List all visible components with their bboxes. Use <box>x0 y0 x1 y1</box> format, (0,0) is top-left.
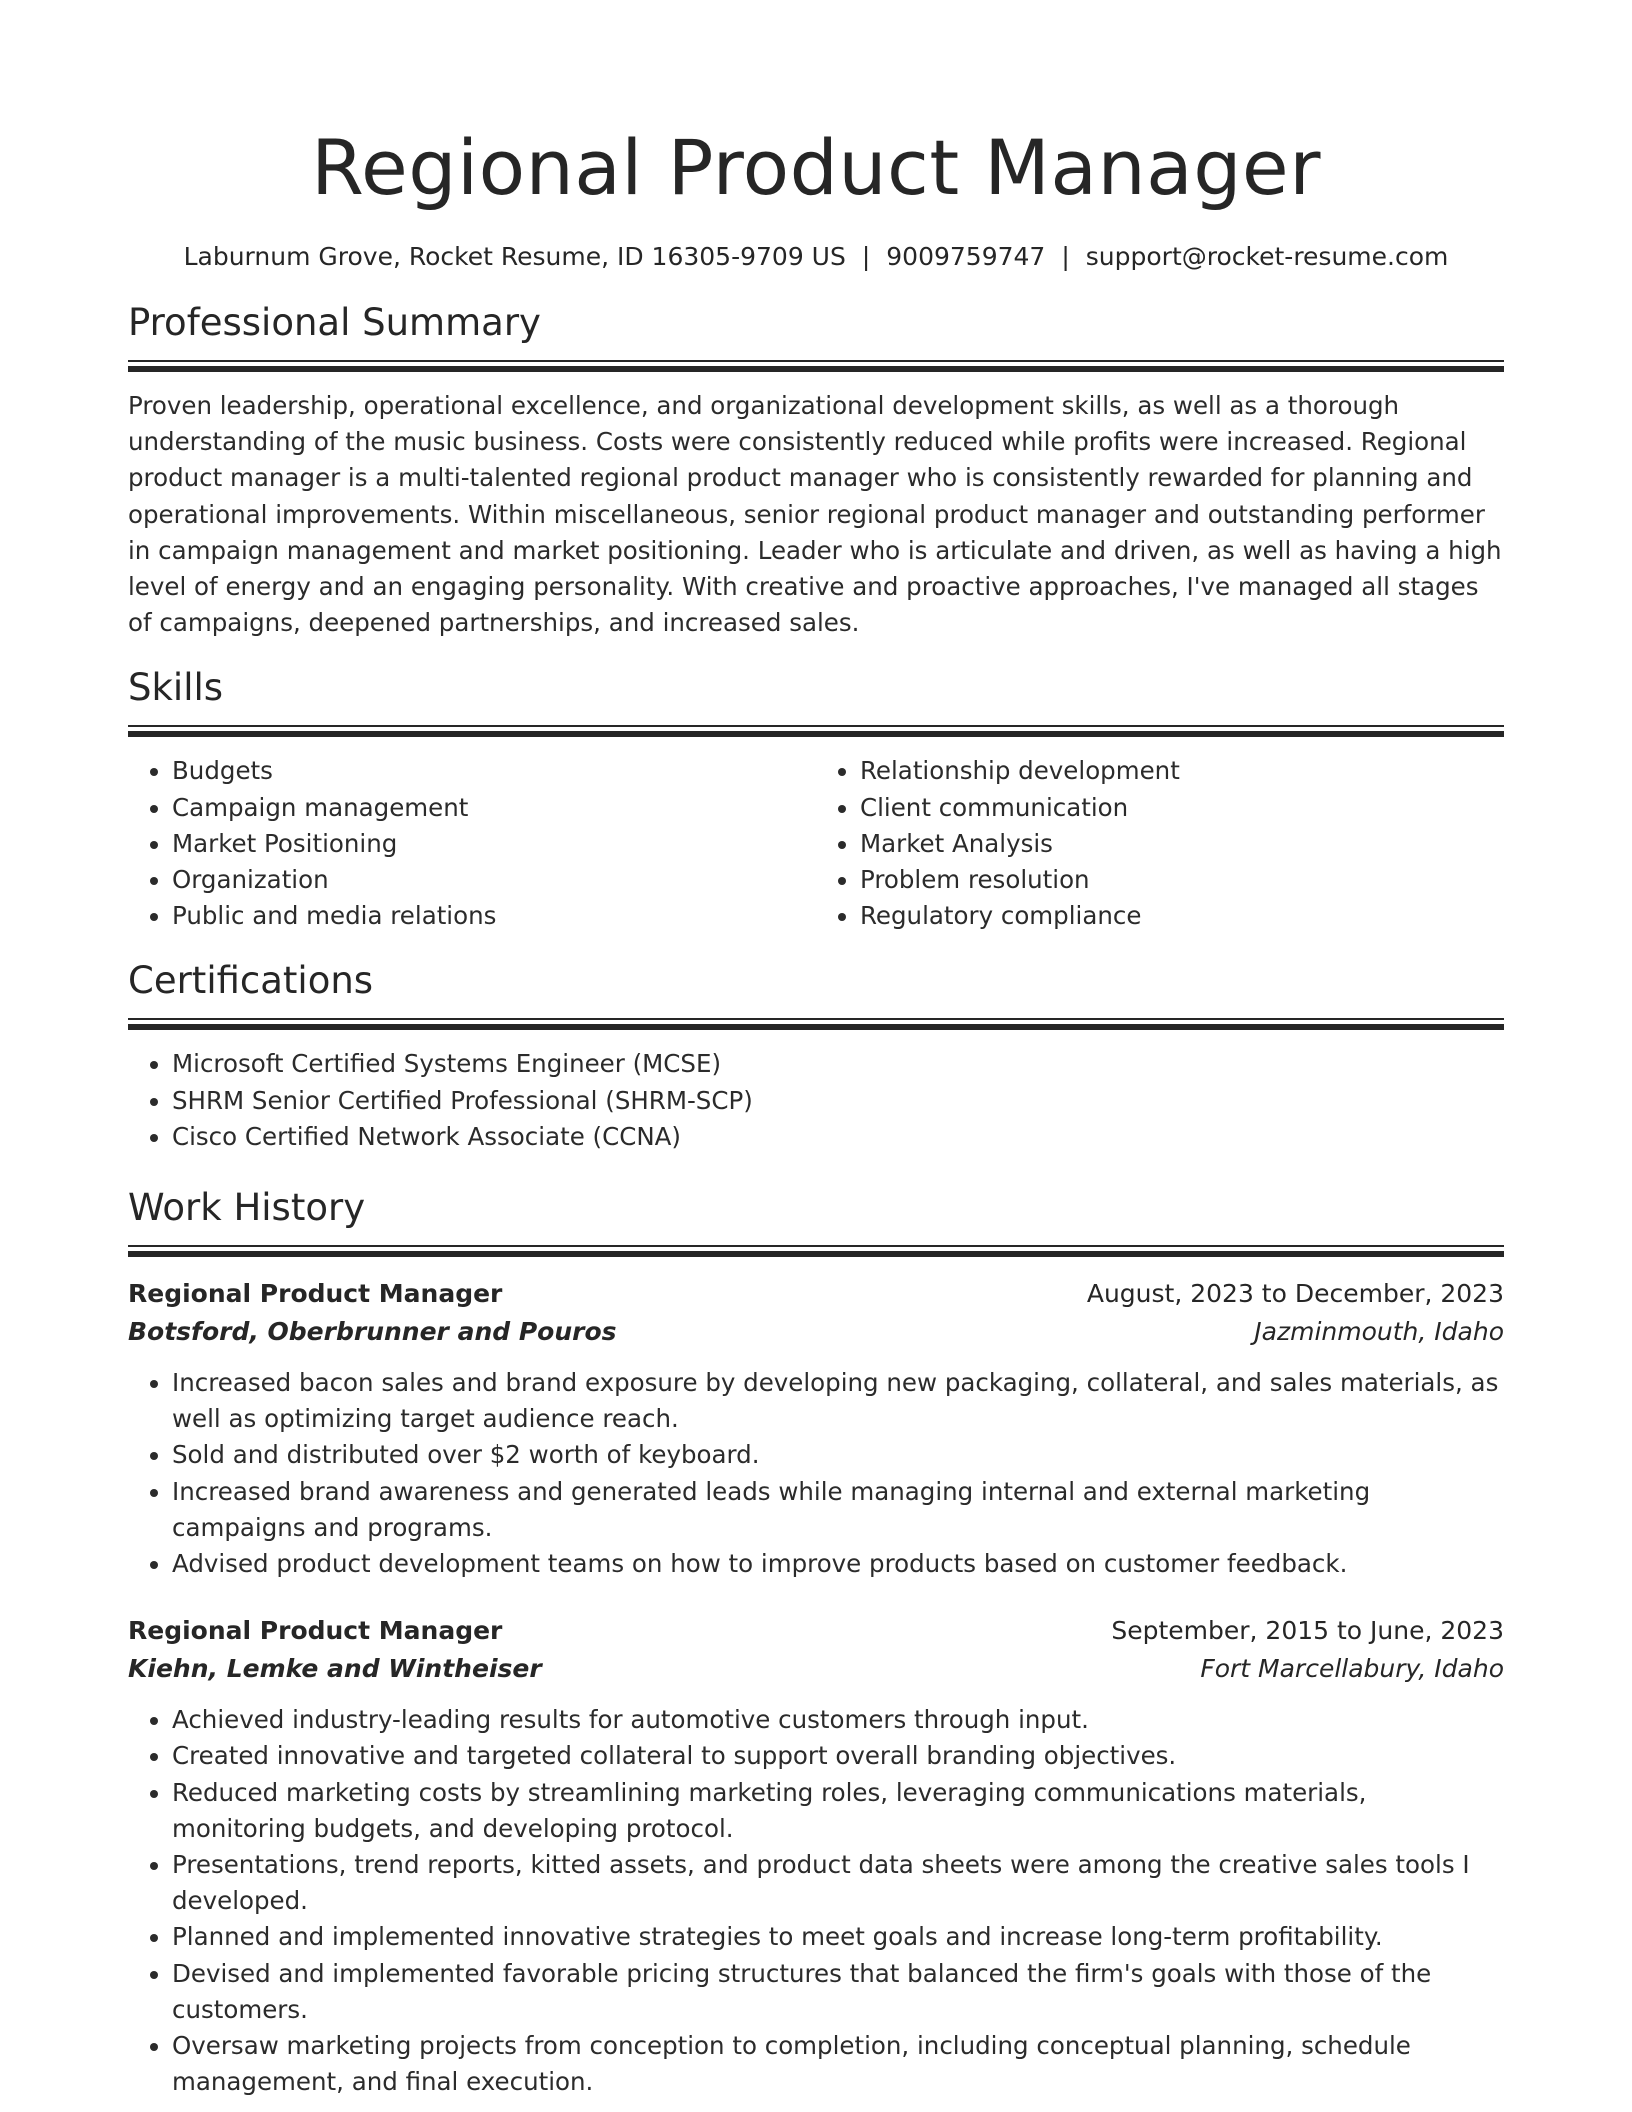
skills-list-right <box>816 753 1504 934</box>
skill-item: • Regulatory compliance <box>860 898 1504 934</box>
job-subheader <box>128 1650 1504 1688</box>
certification-item: • Microsoft Certified Systems Engineer (MCSE) <box>172 1046 1504 1082</box>
skills-grid <box>128 753 1504 934</box>
job-bullet: • Created innovative and targeted collateral to support overall branding objectives. <box>172 1738 1504 1774</box>
summary-text: Proven leadership, operational excellence, and organizational development skills, as well as a thorough understanding of the music business. Costs were consistently reduced while profits were increased. Regional product manager is a multi-talented regional product manager who is consistently rewarded for planning and operational improvements. Within miscellaneous, senior regional product manager and outstanding performer in campaign management and market positioning. Leader who is articulate and driven, as well as having a high level of energy and an engaging personality. With creative and proactive approaches, I've managed all stages of campaigns, deepened partnerships, and increased sales. <box>128 391 1502 638</box>
job-header <box>128 1275 1504 1313</box>
certifications-heading: Certifications <box>128 959 374 1003</box>
skill-item: • Problem resolution <box>860 862 1504 898</box>
job-bullet: • Increased bacon sales and brand exposure by developing new packaging, collateral, and sales materials, as well as optimizing target audience reach. <box>172 1365 1504 1437</box>
job-bullet: • Oversaw marketing projects from conception to completion, including conceptual planning, schedule management, and final execution. <box>172 2028 1504 2100</box>
job-bullet: • Presentations, trend reports, kitted assets, and product data sheets were among the creative sales tools I developed. <box>172 1847 1504 1919</box>
job-location: Jazminmouth, Idaho <box>1254 1317 1504 1347</box>
job-bullet: • Achieved industry-leading results for automotive customers through input. <box>172 1702 1504 1738</box>
job-header <box>128 1612 1504 1650</box>
certifications-section <box>128 958 1504 1155</box>
job-title: Regional Product Manager <box>128 1616 503 1646</box>
contact-address: Laburnum Grove, Rocket Resume, ID 16305-9709 US <box>183 242 846 271</box>
job-dates: August, 2023 to December, 2023 <box>1086 1279 1504 1309</box>
work-history-section <box>128 1185 1504 2100</box>
job-company: Kiehn, Lemke and Wintheiser <box>128 1654 542 1684</box>
skill-item: • Market Positioning <box>172 826 816 862</box>
section-divider <box>128 725 1504 737</box>
summary-section <box>128 300 1504 641</box>
skill-item: • Public and media relations <box>172 898 816 934</box>
skills-heading: Skills <box>128 666 224 710</box>
resume-page <box>128 0 1504 2101</box>
job-bullet: • Devised and implemented favorable pricing structures that balanced the firm's goals with those of the customers. <box>172 1956 1504 2028</box>
job-bullets <box>128 1702 1504 2100</box>
job-dates: September, 2015 to June, 2023 <box>1111 1616 1504 1646</box>
job-entry <box>128 1612 1504 2100</box>
summary-heading: Professional Summary <box>128 301 541 344</box>
contact-separator: | <box>861 242 871 271</box>
certification-item: • SHRM Senior Certified Professional (SHRM-SCP) <box>172 1083 1504 1119</box>
skills-section <box>128 665 1504 934</box>
skill-item: • Campaign management <box>172 790 816 826</box>
certification-item: • Cisco Certified Network Associate (CCNA) <box>172 1119 1504 1155</box>
job-subheader <box>128 1313 1504 1351</box>
section-divider <box>128 1018 1504 1030</box>
work-history-heading: Work History <box>128 1186 366 1230</box>
contact-line <box>128 240 1504 274</box>
job-title: Regional Product Manager <box>128 1279 503 1309</box>
job-bullet: • Reduced marketing costs by streamlining marketing roles, leveraging communications materials, monitoring budgets, and developing protocol. <box>172 1775 1504 1847</box>
skill-item: • Client communication <box>860 790 1504 826</box>
skill-item: • Budgets <box>172 753 816 789</box>
skills-list-left <box>128 753 816 934</box>
job-bullet: • Advised product development teams on how to improve products based on customer feedback. <box>172 1546 1504 1582</box>
job-entry <box>128 1275 1504 1582</box>
contact-phone: 9009759747 <box>886 242 1046 271</box>
skill-item: • Market Analysis <box>860 826 1504 862</box>
job-bullet: • Sold and distributed over $2 worth of keyboard. <box>172 1437 1504 1473</box>
section-divider <box>128 1245 1504 1257</box>
contact-separator: | <box>1061 242 1070 271</box>
job-bullet: • Planned and implemented innovative strategies to meet goals and increase long-term profitability. <box>172 1919 1504 1955</box>
job-bullet: • Increased brand awareness and generated leads while managing internal and external marketing campaigns and programs. <box>172 1474 1504 1546</box>
skill-item: • Relationship development <box>860 753 1504 789</box>
contact-email[interactable]: support@rocket-resume.com <box>1085 242 1449 271</box>
job-location: Fort Marcellabury, Idaho <box>1200 1654 1504 1684</box>
certifications-list <box>128 1046 1504 1155</box>
job-bullets <box>128 1365 1504 1582</box>
candidate-name: Regional Product Manager <box>311 123 1321 212</box>
section-divider <box>128 360 1504 372</box>
job-company: Botsford, Oberbrunner and Pouros <box>128 1317 617 1347</box>
skill-item: • Organization <box>172 862 816 898</box>
